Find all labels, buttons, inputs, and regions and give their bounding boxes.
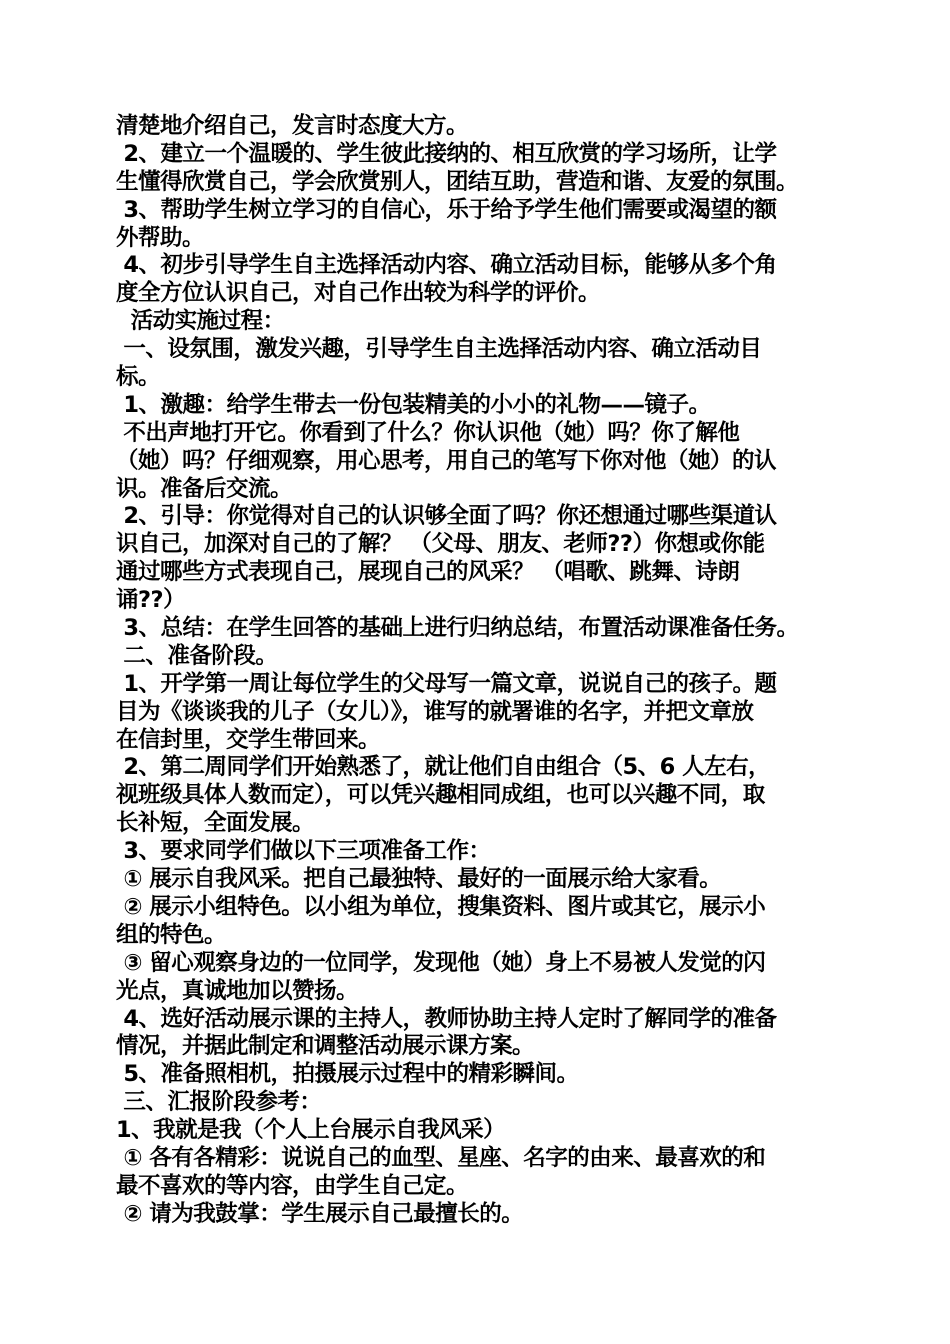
text-line: （她）吗？仔细观察，用心思考，用自己的笔写下你对他（她）的认 (116, 447, 777, 474)
text-line: ② 请为我鼓掌：学生展示自己最擅长的。 (116, 1200, 524, 1227)
text-line: 2、建立一个温暖的、学生彼此接纳的、相互欣赏的学习场所，让学 (116, 140, 777, 167)
text-line: 最不喜欢的等内容，由学生自己定。 (116, 1172, 469, 1199)
text-line: 目为《谈谈我的儿子（女儿）》，谁写的就署谁的名字，并把文章放 (116, 698, 754, 725)
text-line: 度全方位认识自己，对自己作出较为科学的评价。 (116, 280, 601, 307)
text-line: 2、引导：你觉得对自己的认识够全面了吗？你还想通过哪些渠道认 (116, 503, 777, 530)
text-line: 识自己，加深对自己的了解？ （父母、朋友、老师??）你想或你能 (116, 531, 765, 558)
text-line: 三、汇报阶段参考： (116, 1089, 322, 1116)
text-line: 2、第二周同学们开始熟悉了，就让他们自由组合（5、6 人左右， (116, 754, 771, 781)
text-line: 外帮助。 (116, 224, 205, 251)
text-line: 4、初步引导学生自主选择活动内容、确立活动目标，能够从多个角 (116, 252, 777, 279)
text-line: 清楚地介绍自己，发言时态度大方。 (116, 113, 469, 139)
text-line: 长补短，全面发展。 (116, 810, 315, 837)
text-line: 1、激趣：给学生带去一份包装精美的小小的礼物——镜子。 (116, 391, 711, 418)
text-line: ③ 留心观察身边的一位同学，发现他（她）身上不易被人发觉的闪 (116, 949, 766, 976)
text-line: 3、总结：在学生回答的基础上进行归纳总结，布置活动课准备任务。 (116, 615, 799, 642)
text-line: 识。准备后交流。 (116, 475, 293, 502)
text-line: 生懂得欣赏自己，学会欣赏别人，团结互助，营造和谐、友爱的氛围。 (116, 168, 799, 195)
text-line: 1、开学第一周让每位学生的父母写一篇文章，说说自己的孩子。题 (116, 670, 777, 697)
text-line: 3、要求同学们做以下三项准备工作： (116, 838, 491, 865)
text-line: 1、我就是我（个人上台展示自我风采） (116, 1117, 506, 1144)
text-line: 光点，真诚地加以赞扬。 (116, 977, 359, 1004)
text-line: 一、设氛围，激发兴趣，引导学生自主选择活动内容、确立活动目 (116, 336, 762, 363)
text-line: 活动实施过程： (116, 308, 285, 335)
text-line: 3、帮助学生树立学习的自信心，乐于给予学生他们需要或渴望的额 (116, 196, 777, 223)
text-line: 不出声地打开它。你看到了什么？你认识他（她）吗？你了解他 (116, 419, 740, 446)
text-line: 情况，并据此制定和调整活动展示课方案。 (116, 1033, 535, 1060)
text-line: ② 展示小组特色。以小组为单位，搜集资料、图片或其它，展示小 (116, 893, 766, 920)
text-line: 诵??） (116, 587, 186, 614)
text-line: 通过哪些方式表现自己，展现自己的风采？ （唱歌、跳舞、诗朗 (116, 559, 740, 586)
text-line: 二、准备阶段。 (116, 642, 278, 669)
text-line: 5、准备照相机，拍摄展示过程中的精彩瞬间。 (116, 1061, 579, 1088)
text-line: 在信封里，交学生带回来。 (116, 726, 381, 753)
text-line: 标。 (116, 364, 161, 391)
body-text (116, 113, 856, 1229)
text-line: ① 各有各精彩：说说自己的血型、星座、名字的由来、最喜欢的和 (116, 1144, 766, 1171)
text-line: 组的特色。 (116, 921, 227, 948)
text-line: ① 展示自我风采。把自己最独特、最好的一面展示给大家看。 (116, 866, 722, 893)
text-line: 视班级具体人数而定），可以凭兴趣相同成组，也可以兴趣不同，取 (116, 782, 765, 809)
text-line: 4、选好活动展示课的主持人，教师协助主持人定时了解同学的准备 (116, 1005, 777, 1032)
